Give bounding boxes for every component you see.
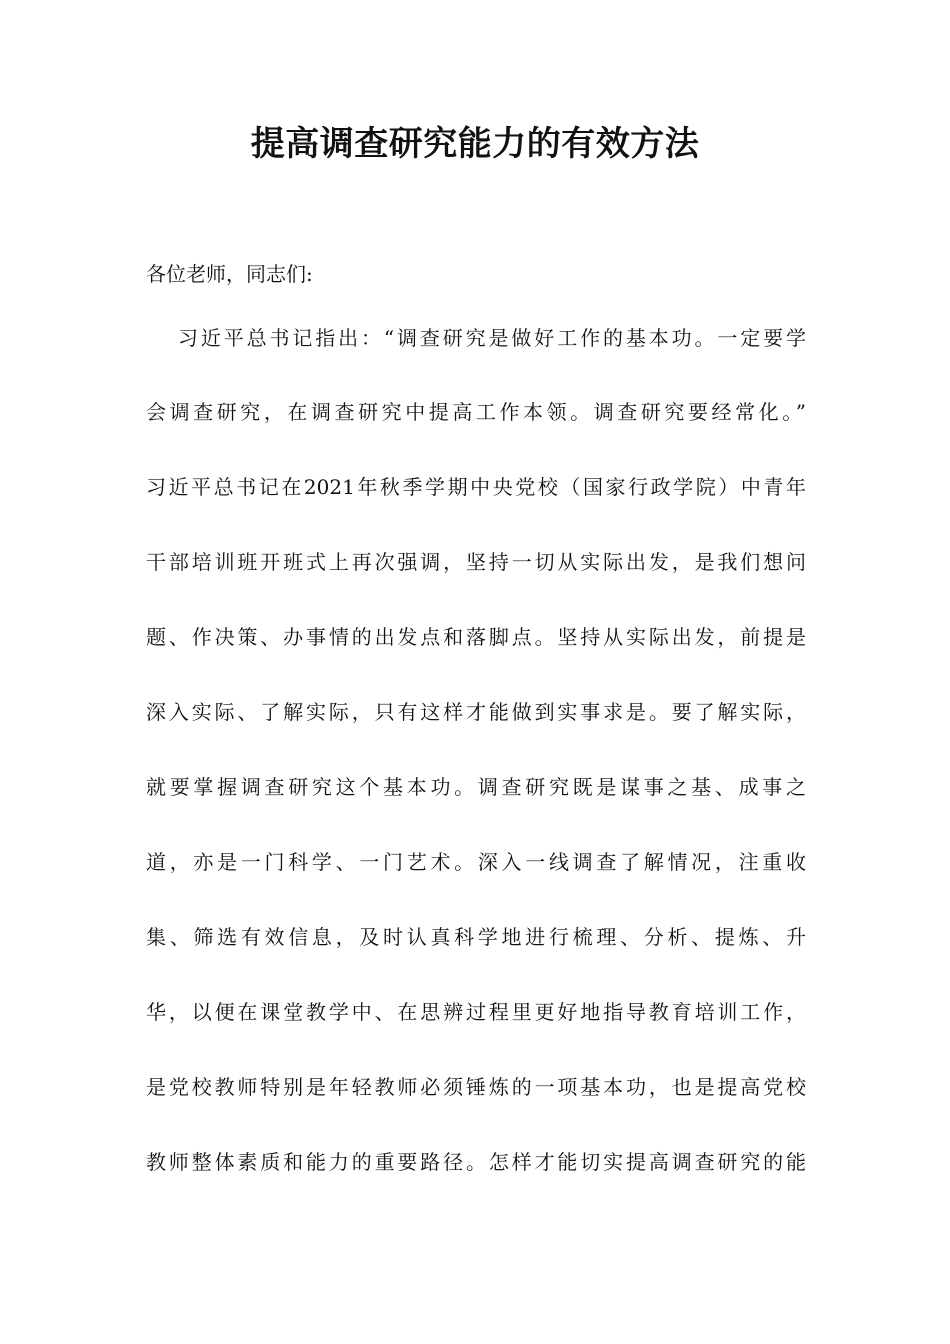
- body-line: 习近平总书记指出：“调查研究是做好工作的基本功。一定要学: [178, 326, 806, 350]
- body-line: 深入实际、了解实际，只有这样才能做到实事求是。要了解实际，: [146, 700, 806, 724]
- body-line: 干部培训班开班式上再次强调，坚持一切从实际出发，是我们想问: [146, 550, 806, 574]
- body-line: 会调查研究，在调查研究中提高工作本领。调查研究要经常化。”: [146, 400, 806, 424]
- body-line: 题、作决策、办事情的出发点和落脚点。坚持从实际出发，前提是: [146, 625, 806, 649]
- body-line: 集、筛选有效信息，及时认真科学地进行梳理、分析、提炼、升: [146, 925, 806, 949]
- salutation: 各位老师，同志们:: [146, 262, 313, 286]
- body-line: 是党校教师特别是年轻教师必须锤炼的一项基本功，也是提高党校: [146, 1075, 806, 1099]
- body-line: 就要掌握调查研究这个基本功。调查研究既是谋事之基、成事之: [146, 775, 806, 799]
- body-line: 华，以便在课堂教学中、在思辨过程里更好地指导教育培训工作，: [146, 1000, 806, 1024]
- document-title: 提高调查研究能力的有效方法: [250, 124, 700, 164]
- body-line: 教师整体素质和能力的重要路径。怎样才能切实提高调查研究的能: [146, 1150, 806, 1174]
- body-line: 习近平总书记在2021年秋季学期中央党校（国家行政学院）中青年: [146, 475, 806, 499]
- body-line: 道，亦是一门科学、一门艺术。深入一线调查了解情况，注重收: [146, 850, 806, 874]
